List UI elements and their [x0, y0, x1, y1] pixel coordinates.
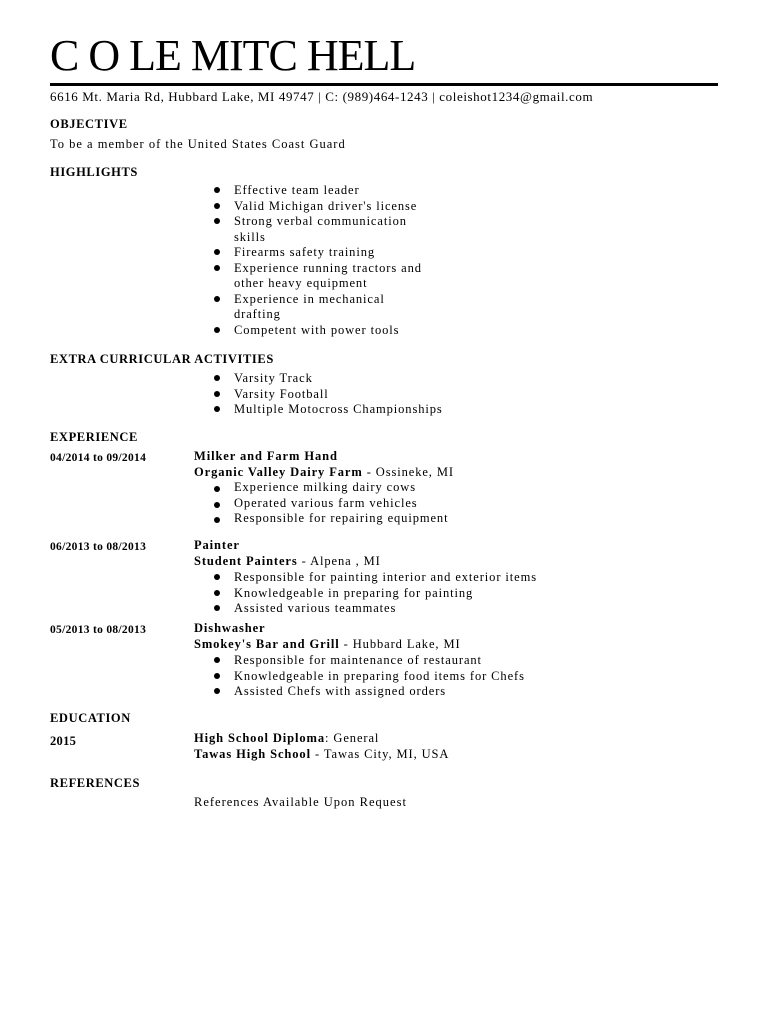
bullet-icon [214, 296, 220, 302]
job-duties [214, 570, 614, 617]
list-item: Effective team leader [214, 183, 474, 199]
list-item: Assisted Chefs with assigned orders [214, 684, 614, 700]
bullet-icon [214, 327, 220, 333]
list-item: Varsity Track [214, 371, 534, 387]
job-dates: 06/2013 to 08/2013 [50, 541, 147, 553]
degree-line [194, 731, 449, 747]
job-location: - Hubbard Lake, MI [339, 636, 461, 651]
education-heading: EDUCATION [50, 711, 131, 725]
job-entry [194, 538, 381, 569]
objective-text: To be a member of the United States Coast Guard [50, 137, 346, 151]
job-title: Milker and Farm Hand [194, 449, 338, 463]
list-item: Experience in mechanical drafting [214, 292, 474, 323]
job-dates: 04/2014 to 09/2014 [50, 452, 147, 464]
job-employer: Organic Valley Dairy Farm [194, 464, 363, 479]
highlights-heading: HIGHLIGHTS [50, 165, 138, 179]
job-entry [194, 449, 454, 480]
list-item: Operated various farm vehicles [214, 496, 594, 512]
bullet-icon [214, 673, 220, 679]
bullet-icon [214, 574, 220, 580]
bullet-icon [214, 605, 220, 611]
school-location: - Tawas City, MI, USA [310, 746, 450, 761]
bullet-icon [214, 375, 220, 381]
degree: High School Diploma [194, 731, 326, 745]
header-rule [50, 83, 718, 86]
job-employer-line [194, 554, 381, 570]
activities-heading: EXTRA CURRICULAR ACTIVITIES [50, 352, 274, 366]
job-employer: Smokey's Bar and Grill [194, 636, 340, 651]
objective-heading: OBJECTIVE [50, 117, 128, 131]
bullet-icon [214, 486, 220, 492]
list-item: Firearms safety training [214, 245, 474, 261]
job-location: - Alpena , MI [297, 553, 381, 568]
job-duties [214, 653, 614, 700]
job-duties [214, 480, 594, 527]
job-dates: 05/2013 to 08/2013 [50, 624, 147, 636]
bullet-icon [214, 688, 220, 694]
job-title: Painter [194, 538, 240, 552]
education-year: 2015 [50, 734, 77, 748]
list-item: Strong verbal communication skills [214, 214, 474, 245]
bullet-icon [214, 249, 220, 255]
list-item: Knowledgeable in preparing for painting [214, 586, 614, 602]
list-item: Knowledgeable in preparing food items for Chefs [214, 669, 614, 685]
bullet-icon [214, 265, 220, 271]
list-item: Assisted various teammates [214, 601, 614, 617]
contact-line: 6616 Mt. Maria Rd, Hubbard Lake, MI 49747 | C: (989)464-1243 | coleishot1234@gmail.com [50, 89, 594, 104]
candidate-name: C O LE MITC HELL [50, 31, 416, 80]
school-line [194, 747, 449, 763]
list-item: Multiple Motocross Championships [214, 402, 534, 418]
bullet-icon [214, 218, 220, 224]
degree-suffix: : General [325, 731, 380, 745]
bullet-icon [214, 502, 220, 508]
bullet-icon [214, 517, 220, 523]
references-heading: REFERENCES [50, 776, 141, 790]
list-item: Responsible for painting interior and exterior items [214, 570, 614, 586]
job-employer-line [194, 465, 454, 481]
job-title: Dishwasher [194, 621, 266, 635]
list-item: Valid Michigan driver's license [214, 199, 474, 215]
list-item: Varsity Football [214, 387, 534, 403]
bullet-icon [214, 590, 220, 596]
bullet-icon [214, 406, 220, 412]
bullet-icon [214, 187, 220, 193]
bullet-icon [214, 203, 220, 209]
list-item: Experience milking dairy cows [214, 480, 594, 496]
experience-heading: EXPERIENCE [50, 430, 138, 444]
education-entry [194, 731, 449, 762]
job-entry [194, 621, 461, 652]
activities-list [214, 371, 534, 418]
school: Tawas High School [194, 746, 311, 761]
list-item: Experience running tractors and other heavy equipment [214, 261, 474, 292]
list-item: Responsible for maintenance of restaurant [214, 653, 614, 669]
list-item: Competent with power tools [214, 323, 474, 339]
job-employer-line [194, 637, 461, 653]
highlights-list [214, 183, 474, 338]
job-location: - Ossineke, MI [362, 464, 454, 479]
bullet-icon [214, 657, 220, 663]
job-employer: Student Painters [194, 553, 298, 568]
references-text: References Available Upon Request [194, 795, 407, 809]
bullet-icon [214, 391, 220, 397]
list-item: Responsible for repairing equipment [214, 511, 594, 527]
